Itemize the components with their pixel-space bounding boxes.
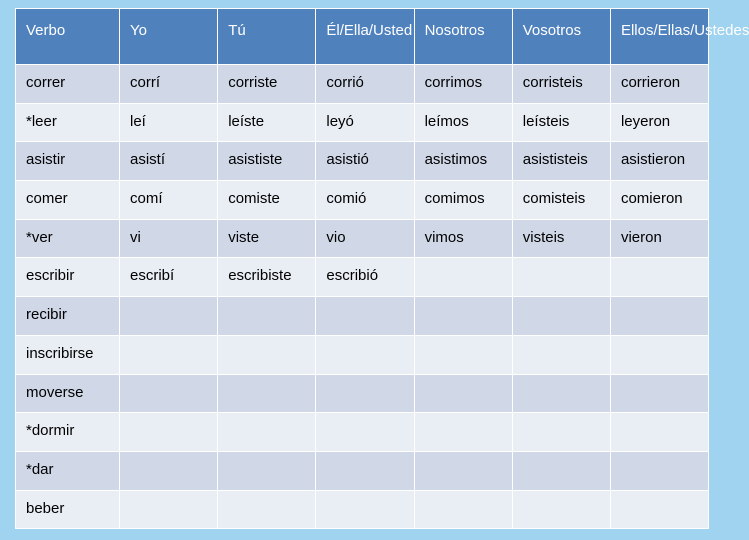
conjugation-cell xyxy=(120,490,218,529)
conjugation-cell xyxy=(218,413,316,452)
conjugation-cell: escribiste xyxy=(218,258,316,297)
table-row xyxy=(16,103,709,142)
conjugation-cell xyxy=(414,374,512,413)
conjugation-cell: leíste xyxy=(218,103,316,142)
conjugation-cell: asististe xyxy=(218,142,316,181)
conjugation-cell xyxy=(610,451,708,490)
verb-cell: beber xyxy=(16,490,120,529)
table-header-row xyxy=(16,9,709,65)
table-row xyxy=(16,297,709,336)
conjugation-cell xyxy=(316,335,414,374)
table-body xyxy=(16,65,709,529)
conjugation-cell: asistí xyxy=(120,142,218,181)
conjugation-cell: corrieron xyxy=(610,65,708,104)
verb-cell: *leer xyxy=(16,103,120,142)
conjugation-cell: leísteis xyxy=(512,103,610,142)
conjugation-cell: comisteis xyxy=(512,181,610,220)
conjugation-cell xyxy=(316,413,414,452)
verb-cell: escribir xyxy=(16,258,120,297)
conjugation-cell: corriste xyxy=(218,65,316,104)
conjugation-cell xyxy=(610,258,708,297)
conjugation-cell xyxy=(120,413,218,452)
conjugation-cell: viste xyxy=(218,219,316,258)
conjugation-cell xyxy=(316,374,414,413)
verb-cell: *ver xyxy=(16,219,120,258)
table-row xyxy=(16,335,709,374)
conjugation-cell xyxy=(610,335,708,374)
header-cell-nosotros: Nosotros xyxy=(414,9,512,65)
conjugation-cell: leímos xyxy=(414,103,512,142)
header-cell-yo: Yo xyxy=(120,9,218,65)
verb-cell: comer xyxy=(16,181,120,220)
verb-cell: correr xyxy=(16,65,120,104)
conjugation-cell: comimos xyxy=(414,181,512,220)
table-row xyxy=(16,65,709,104)
conjugation-cell: comió xyxy=(316,181,414,220)
conjugation-cell: leyó xyxy=(316,103,414,142)
conjugation-cell: vio xyxy=(316,219,414,258)
conjugation-cell xyxy=(512,335,610,374)
conjugation-cell: corrí xyxy=(120,65,218,104)
conjugation-cell xyxy=(414,413,512,452)
conjugation-cell xyxy=(610,374,708,413)
conjugation-cell: leyeron xyxy=(610,103,708,142)
conjugation-cell xyxy=(316,490,414,529)
verb-cell: moverse xyxy=(16,374,120,413)
conjugation-cell xyxy=(120,451,218,490)
conjugation-cell: asistió xyxy=(316,142,414,181)
table-row xyxy=(16,219,709,258)
conjugation-cell: comí xyxy=(120,181,218,220)
conjugation-cell: comieron xyxy=(610,181,708,220)
header-cell-el-ella-usted: Él/Ella/Usted xyxy=(316,9,414,65)
verb-cell: inscribirse xyxy=(16,335,120,374)
conjugation-cell xyxy=(120,297,218,336)
conjugation-cell xyxy=(218,451,316,490)
verb-cell: *dar xyxy=(16,451,120,490)
header-cell-ellos-ellas-ustedes: Ellos/Ellas/Ustedes xyxy=(610,9,708,65)
conjugation-cell: comiste xyxy=(218,181,316,220)
conjugation-cell xyxy=(218,335,316,374)
conjugation-cell xyxy=(316,297,414,336)
conjugation-cell xyxy=(120,335,218,374)
conjugation-table xyxy=(15,8,749,529)
header-cell-tu: Tú xyxy=(218,9,316,65)
table-row xyxy=(16,374,709,413)
conjugation-cell xyxy=(610,413,708,452)
conjugation-cell xyxy=(414,335,512,374)
conjugation-cell xyxy=(610,490,708,529)
conjugation-cell xyxy=(414,451,512,490)
conjugation-cell xyxy=(512,490,610,529)
conjugation-cell: vi xyxy=(120,219,218,258)
table-row xyxy=(16,451,709,490)
conjugation-cell xyxy=(316,451,414,490)
verb-cell: *dormir xyxy=(16,413,120,452)
table-row xyxy=(16,413,709,452)
conjugation-cell: escribió xyxy=(316,258,414,297)
conjugation-cell xyxy=(218,490,316,529)
conjugation-cell: visteis xyxy=(512,219,610,258)
conjugation-cell: corrimos xyxy=(414,65,512,104)
conjugation-cell: asististeis xyxy=(512,142,610,181)
conjugation-cell: asistimos xyxy=(414,142,512,181)
table-row xyxy=(16,181,709,220)
conjugation-cell: vimos xyxy=(414,219,512,258)
table-row xyxy=(16,142,709,181)
conjugation-cell xyxy=(512,297,610,336)
conjugation-cell: vieron xyxy=(610,219,708,258)
conjugation-cell: leí xyxy=(120,103,218,142)
header-cell-verbo: Verbo xyxy=(16,9,120,65)
conjugation-cell xyxy=(512,258,610,297)
table-row xyxy=(16,258,709,297)
conjugation-cell: escribí xyxy=(120,258,218,297)
conjugation-cell xyxy=(512,413,610,452)
conjugation-cell: asistieron xyxy=(610,142,708,181)
table-row xyxy=(16,490,709,529)
conjugation-cell xyxy=(414,297,512,336)
conjugation-table-container xyxy=(15,8,749,529)
conjugation-cell xyxy=(218,297,316,336)
verb-cell: asistir xyxy=(16,142,120,181)
verb-cell: recibir xyxy=(16,297,120,336)
conjugation-cell xyxy=(414,258,512,297)
conjugation-cell: corristeis xyxy=(512,65,610,104)
conjugation-cell xyxy=(512,374,610,413)
conjugation-cell xyxy=(512,451,610,490)
conjugation-cell: corrió xyxy=(316,65,414,104)
conjugation-cell xyxy=(218,374,316,413)
conjugation-cell xyxy=(610,297,708,336)
conjugation-cell xyxy=(120,374,218,413)
conjugation-cell xyxy=(414,490,512,529)
header-cell-vosotros: Vosotros xyxy=(512,9,610,65)
